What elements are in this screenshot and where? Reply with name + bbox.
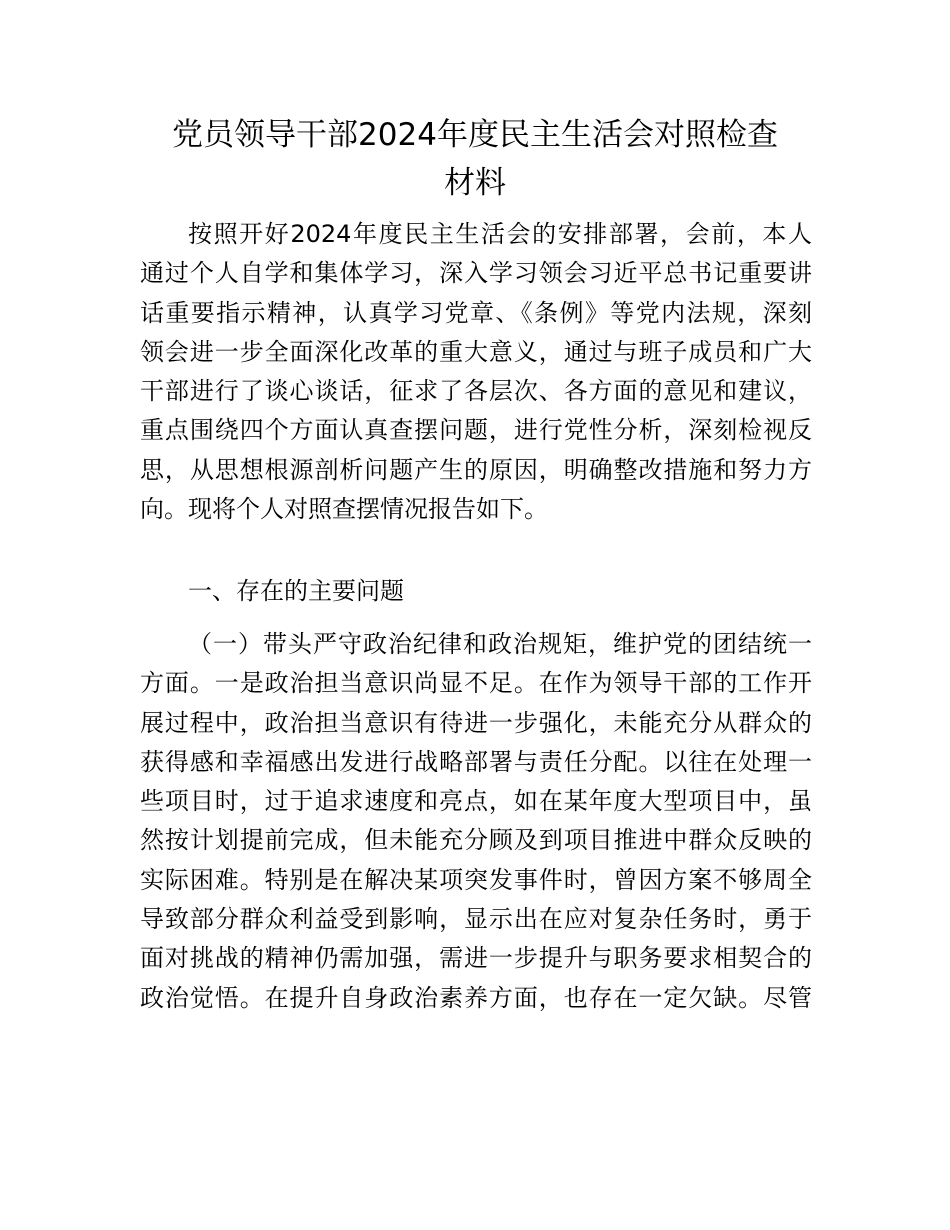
text-line: 方面。一是政治担当意识尚显不足。在作为领导干部的工作开 (140, 669, 812, 698)
text-line: 然按计划提前完成，但未能充分顾及到项目推进中群众反映的 (140, 826, 812, 855)
section-heading (140, 572, 812, 611)
text-line: 思，从思想根源剖析问题产生的原因，明确整改措施和努力方 (140, 455, 812, 484)
intro-paragraph (140, 215, 812, 529)
text-line: 实际困难。特别是在解决某项突发事件时，曾因方案不够周全 (140, 865, 812, 894)
text-line: 政治觉悟。在提升自身政治素养方面，也存在一定欠缺。尽管 (140, 983, 812, 1012)
text-line: 领会进一步全面深化改革的重大意义，通过与班子成员和广大 (140, 337, 812, 366)
text-line: 导致部分群众利益受到影响，显示出在应对复杂任务时，勇于 (140, 905, 812, 934)
title-line-2: 材料 (444, 165, 506, 201)
text-line: 些项目时，过于追求速度和亮点，如在某年度大型项目中，虽 (140, 787, 812, 816)
document-title (140, 111, 810, 207)
text-line: 展过程中，政治担当意识有待进一步强化，未能充分从群众的 (140, 708, 812, 737)
text-line: （一）带头严守政治纪律和政治规矩，维护党的团结统一 (188, 630, 812, 658)
text-line: 面对挑战的精神仍需加强，需进一步提升与职务要求相契合的 (140, 944, 812, 973)
body-paragraph (140, 625, 812, 1018)
section-heading-text: 一、存在的主要问题 (188, 577, 404, 605)
text-line: 向。现将个人对照查摆情况报告如下。 (140, 495, 548, 524)
text-line: 重点围绕四个方面认真查摆问题，进行党性分析，深刻检视反 (140, 416, 812, 445)
text-line: 通过个人自学和集体学习，深入学习领会习近平总书记重要讲 (140, 259, 812, 288)
title-line-1: 党员领导干部2024年度民主生活会对照检查 (172, 117, 778, 153)
text-line: 话重要指示精神，认真学习党章、《条例》等党内法规，深刻 (140, 298, 812, 327)
text-line: 干部进行了谈心谈话，征求了各层次、各方面的意见和建议， (140, 377, 812, 406)
text-line: 获得感和幸福感出发进行战略部署与责任分配。以往在处理一 (140, 747, 812, 776)
text-line: 按照开好2024年度民主生活会的安排部署，会前，本人 (188, 220, 812, 248)
